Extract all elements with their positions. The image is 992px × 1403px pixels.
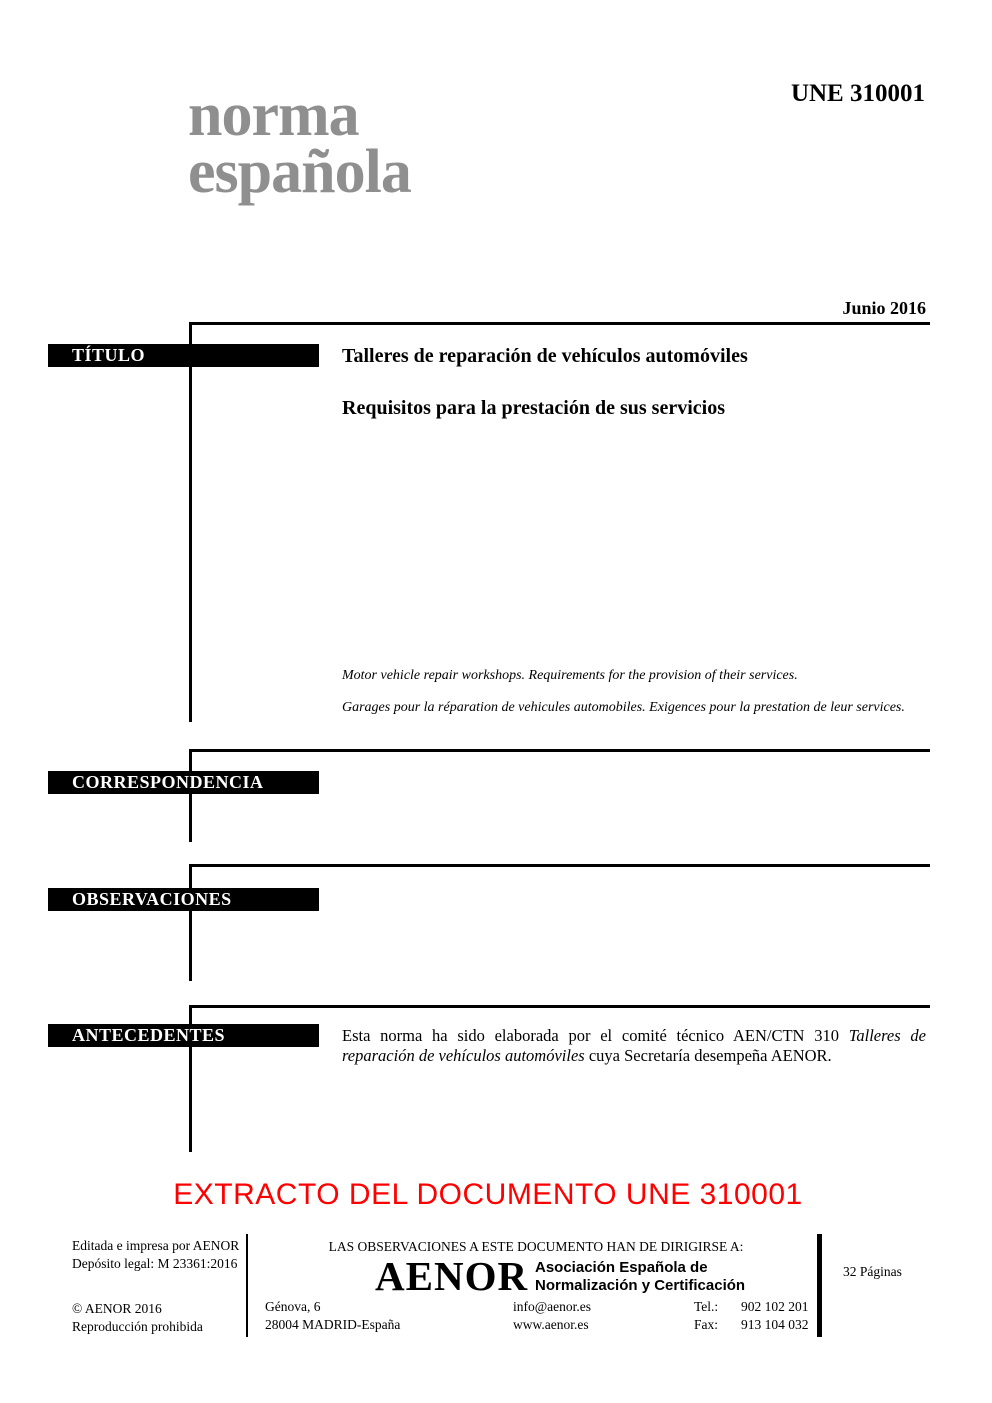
document-title-line2: Requisitos para la prestación de sus servicios [342, 397, 725, 419]
aenor-logo-subtitle [535, 1259, 745, 1295]
aenor-subtitle-line2: Normalización y Certificación [535, 1277, 746, 1294]
rule-horizontal-antecedentes [189, 1005, 930, 1008]
footer-city: 28004 MADRID-España [265, 1317, 401, 1332]
rule-horizontal-titulo [189, 322, 930, 325]
footer-edited-by: Editada e impresa por AENOR [72, 1238, 240, 1253]
telephone-number: 902 102 201 [741, 1299, 809, 1314]
telephone-label: Tel.: [694, 1299, 719, 1314]
footer-divider-left [246, 1234, 248, 1337]
antecedentes-text-before: Esta norma ha sido elaborada por el comité técnico AEN/CTN 310 [342, 1026, 849, 1045]
rule-vertical-titulo [189, 322, 192, 722]
aenor-logo: AENOR [375, 1253, 529, 1299]
footer-reproduction-notice: Reproducción prohibida [72, 1319, 203, 1334]
footer-address [265, 1298, 400, 1334]
footer-email: info@aenor.es [513, 1299, 592, 1314]
footer-website: www.aenor.es [513, 1317, 589, 1332]
footer-copyright: © AENOR 2016 [72, 1301, 162, 1316]
footer-observations-notice: LAS OBSERVACIONES A ESTE DOCUMENTO HAN DE DIRIGIRSE A: [328, 1239, 744, 1254]
footer-contact-web [513, 1298, 591, 1334]
footer-divider-right [817, 1234, 822, 1337]
rule-vertical-correspondencia [189, 749, 192, 842]
antecedentes-text-after: cuya Secretaría desempeña AENOR. [584, 1046, 832, 1065]
section-bar-antecedentes: ANTECEDENTES [48, 1024, 319, 1047]
norma-espanola-logo [188, 81, 411, 206]
footer-imprint [72, 1237, 239, 1336]
document-code: UNE 310001 [790, 80, 925, 107]
rule-vertical-observaciones [189, 864, 192, 981]
title-translation-english: Motor vehicle repair workshops. Requirements for the provision of their services. [342, 668, 798, 683]
section-bar-observaciones: OBSERVACIONES [48, 888, 319, 911]
logo-line1: norma [188, 81, 359, 149]
footer-fax [694, 1316, 809, 1334]
document-title-line1: Talleres de reparación de vehículos automóviles [342, 345, 748, 367]
fax-label: Fax: [694, 1317, 719, 1332]
section-bar-titulo: TÍTULO [48, 344, 319, 367]
rule-horizontal-observaciones [189, 864, 930, 867]
footer-telephone [694, 1298, 809, 1316]
footer-legal-deposit: Depósito legal: M 23361:2016 [72, 1256, 238, 1271]
fax-number: 913 104 032 [741, 1317, 809, 1332]
footer-contact-phone [694, 1298, 809, 1334]
rule-horizontal-correspondencia [189, 749, 930, 752]
footer-spacer [72, 1273, 239, 1300]
publication-date: Junio 2016 [842, 298, 926, 318]
antecedentes-text-italic: Talleres de reparación de vehículos automóviles [342, 1026, 926, 1065]
aenor-subtitle-line1: Asociación Española de [535, 1259, 708, 1276]
logo-line2: española [188, 138, 411, 206]
antecedentes-paragraph [342, 1026, 926, 1066]
footer-street: Génova, 6 [265, 1299, 321, 1314]
page-count: 32 Páginas [843, 1264, 902, 1279]
title-translation-french: Garages pour la réparation de vehicules automobiles. Exigences pour la prestation de leur services. [342, 700, 905, 715]
extract-notice: EXTRACTO DEL DOCUMENTO UNE 310001 [173, 1178, 803, 1211]
section-bar-correspondencia: CORRESPONDENCIA [48, 771, 319, 794]
